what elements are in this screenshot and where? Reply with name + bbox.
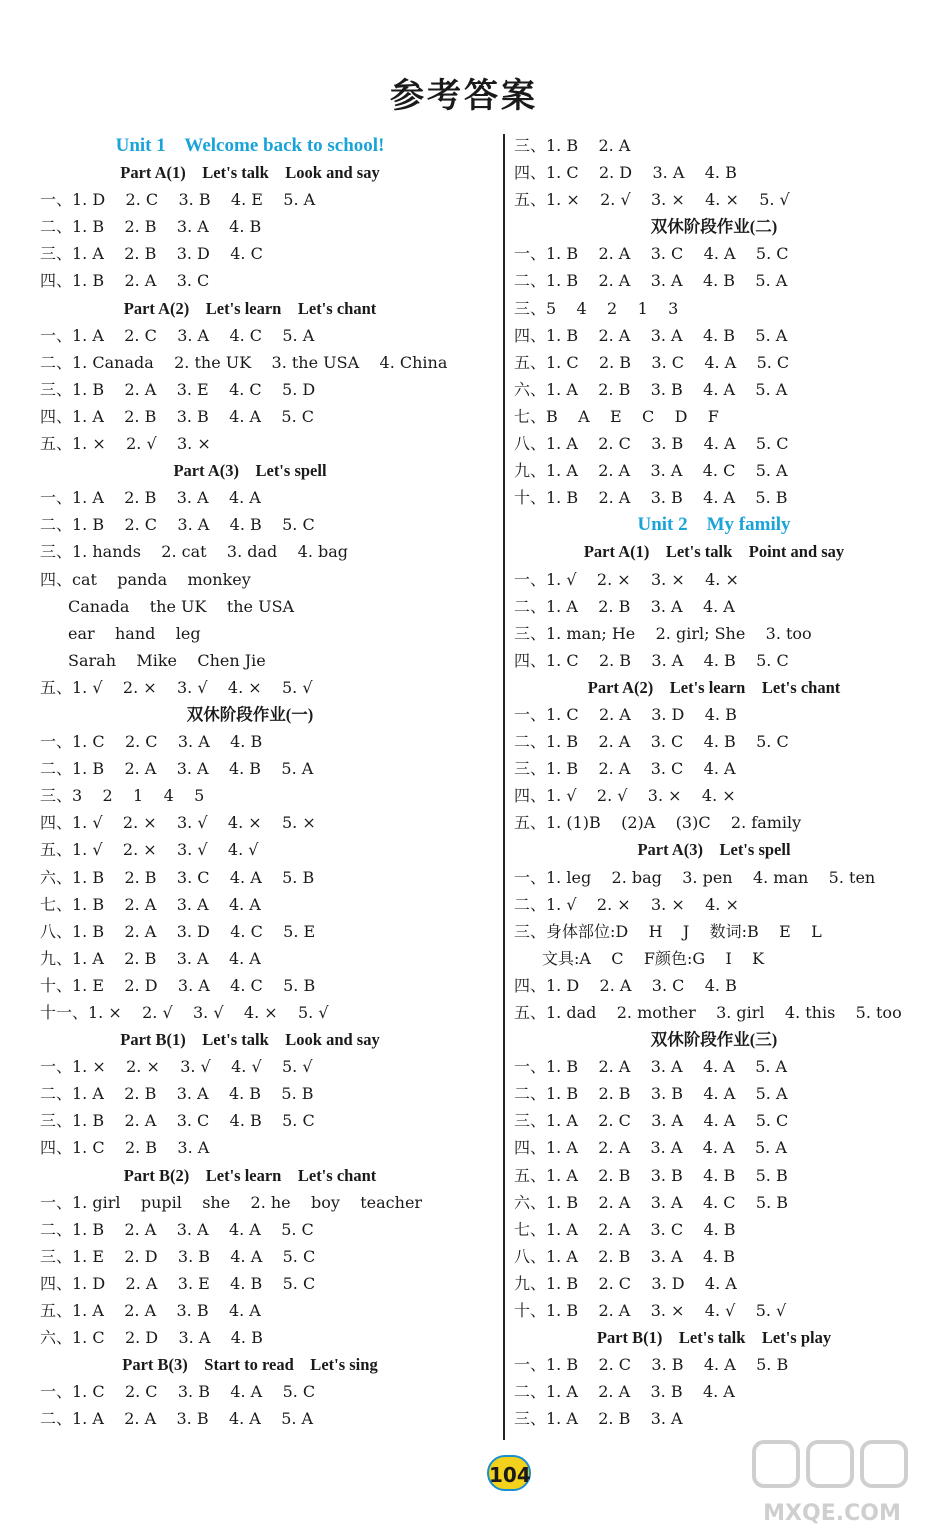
answer-line: 五、1. × 2. √ 3. × <box>40 434 211 454</box>
answer-line: 四、1. A 2. B 3. B 4. A 5. C <box>40 406 315 426</box>
answer-line: 三、3 2 1 4 5 <box>40 786 205 806</box>
answer-line: 二、1. B 2. A 3. C 4. B 5. C <box>514 732 789 752</box>
answer-line: 四、1. √ 2. × 3. √ 4. × 5. × <box>40 813 316 833</box>
answer-line: 一、1. × 2. × 3. √ 4. √ 5. √ <box>40 1057 313 1077</box>
answer-line: 二、1. A 2. B 3. A 4. B 5. B <box>40 1084 314 1104</box>
answer-line: Sarah Mike Chen Jie <box>68 650 266 670</box>
answer-line: 七、B A E C D F <box>514 406 719 426</box>
answer-line: 三、1. man; He 2. girl; She 3. too <box>514 623 812 643</box>
section-heading: Part A(1) Let's talk Look and say <box>120 163 380 183</box>
answer-line: 二、1. B 2. A 3. A 4. B 5. A <box>40 759 314 779</box>
answer-line: 十、1. B 2. A 3. B 4. A 5. B <box>514 488 788 508</box>
answer-line: 十、1. E 2. D 3. A 4. C 5. B <box>40 975 316 995</box>
answer-line: 一、1. leg 2. bag 3. pen 4. man 5. ten <box>514 867 876 887</box>
answer-line: 一、1. B 2. A 3. C 4. A 5. C <box>514 244 789 264</box>
answer-line: 二、1. B 2. A 3. A 4. B 5. A <box>514 271 788 291</box>
answer-line: 一、1. A 2. C 3. A 4. C 5. A <box>40 325 315 345</box>
answer-line: 三、1. E 2. D 3. B 4. A 5. C <box>40 1246 316 1266</box>
answer-line: 四、1. C 2. B 3. A 4. B 5. C <box>514 650 789 670</box>
answer-line: 六、1. C 2. D 3. A 4. B <box>40 1328 263 1348</box>
answer-line: 五、1. A 2. A 3. B 4. A <box>40 1301 261 1321</box>
answer-line: 四、cat panda monkey <box>40 569 251 589</box>
column-divider <box>503 134 505 1440</box>
answer-line: 五、1. C 2. B 3. C 4. A 5. C <box>514 352 790 372</box>
answer-line: 二、1. √ 2. × 3. × 4. × <box>514 894 739 914</box>
unit-heading: Unit 1 Welcome back to school! <box>115 135 385 156</box>
answer-line: 三、1. B 2. A 3. C 4. A <box>514 759 736 779</box>
answer-line: 二、1. A 2. A 3. B 4. A 5. A <box>40 1409 314 1429</box>
section-heading: 双休阶段作业(一) <box>186 704 314 724</box>
answer-line: 三、1. A 2. C 3. A 4. A 5. C <box>514 1111 789 1131</box>
answer-line: 三、1. B 2. A <box>514 136 631 155</box>
answer-line: 八、1. A 2. B 3. A 4. B <box>514 1246 736 1266</box>
answer-line: 八、1. B 2. A 3. D 4. C 5. E <box>40 921 316 941</box>
section-heading: Part B(3) Start to read Let's sing <box>122 1355 378 1375</box>
answer-line: 二、1. B 2. B 3. A 4. B <box>40 217 262 237</box>
answer-line: 五、1. (1)B (2)A (3)C 2. family <box>514 813 802 833</box>
answer-line: 七、1. B 2. A 3. A 4. A <box>40 894 261 914</box>
answer-line: 一、1. B 2. C 3. B 4. A 5. B <box>514 1355 789 1375</box>
answer-line: 十一、1. × 2. √ 3. √ 4. × 5. √ <box>40 1003 329 1022</box>
answer-line: 四、1. C 2. D 3. A 4. B <box>514 163 737 183</box>
answer-line: 二、1. A 2. A 3. B 4. A <box>514 1382 735 1402</box>
answer-line: 一、1. √ 2. × 3. × 4. × <box>514 569 739 589</box>
section-heading: Part B(2) Let's learn Let's chant <box>123 1165 377 1185</box>
section-heading: Part A(3) Let's spell <box>173 461 327 481</box>
watermark-logo <box>748 1436 916 1532</box>
answer-line: 四、1. B 2. A 3. C <box>40 271 210 291</box>
answer-line: 六、1. B 2. A 3. A 4. C 5. B <box>514 1192 789 1212</box>
answer-line: 五、1. √ 2. × 3. √ 4. √ <box>40 840 259 860</box>
answer-line: 九、1. B 2. C 3. D 4. A <box>514 1273 737 1293</box>
answer-line: 三、1. hands 2. cat 3. dad 4. bag <box>40 542 349 562</box>
answer-line: 五、1. A 2. B 3. B 4. B 5. B <box>514 1165 788 1185</box>
page-title: 参考答案 <box>390 76 538 116</box>
answer-line: 四、1. C 2. B 3. A <box>40 1138 210 1158</box>
answer-line: Canada the UK the USA <box>68 596 295 616</box>
answer-line: 一、1. A 2. B 3. A 4. A <box>40 488 261 508</box>
answer-line: 五、1. × 2. √ 3. × 4. × 5. √ <box>514 190 790 210</box>
section-heading: 双休阶段作业(三) <box>650 1030 778 1050</box>
answer-line: 九、1. A 2. B 3. A 4. A <box>40 948 261 968</box>
right-column <box>514 132 914 1433</box>
answer-line: 五、1. dad 2. mother 3. girl 4. this 5. too <box>514 1003 902 1022</box>
unit-heading: Unit 2 My family <box>637 514 791 536</box>
section-heading: Part B(1) Let's talk Let's play <box>596 1328 832 1348</box>
section-heading: Part A(3) Let's spell <box>637 840 791 860</box>
answer-line: 四、1. A 2. A 3. A 4. A 5. A <box>514 1138 787 1158</box>
answer-line: 三、1. B 2. A 3. C 4. B 5. C <box>40 1111 315 1131</box>
svg-text:MXQE.COM: MXQE.COM <box>763 1501 901 1526</box>
section-heading: Part A(1) Let's talk Point and say <box>583 542 845 562</box>
answer-line: 三、1. A 2. B 3. D 4. C <box>40 244 263 264</box>
answer-line: 三、5 4 2 1 3 <box>514 298 679 318</box>
section-heading: Part A(2) Let's learn Let's chant <box>587 677 841 697</box>
answer-line: 一、1. D 2. C 3. B 4. E 5. A <box>40 190 316 210</box>
answer-line: 三、身体部位:D H J 数词:B E L <box>514 921 822 941</box>
answer-line: 一、1. B 2. A 3. A 4. A 5. A <box>514 1057 788 1077</box>
answer-line: 四、1. D 2. A 3. C 4. B <box>514 975 737 995</box>
answer-line: 二、1. B 2. C 3. A 4. B 5. C <box>40 515 315 535</box>
section-heading: 双休阶段作业(二) <box>650 217 778 237</box>
answer-line: 六、1. B 2. B 3. C 4. A 5. B <box>40 867 315 887</box>
page-number: 104 <box>487 1455 531 1491</box>
answer-line: 二、1. Canada 2. the UK 3. the USA 4. China <box>40 352 448 372</box>
answer-line: ear hand leg <box>68 623 201 643</box>
answer-line: 一、1. C 2. A 3. D 4. B <box>514 704 737 724</box>
answer-line: 一、1. C 2. C 3. A 4. B <box>40 732 263 752</box>
answer-line: 五、1. √ 2. × 3. √ 4. × 5. √ <box>40 677 313 697</box>
left-column <box>40 132 460 1433</box>
answer-line: 七、1. A 2. A 3. C 4. B <box>514 1219 736 1239</box>
answer-line: 文具:A C F颜色:G I K <box>542 948 765 968</box>
answer-line: 二、1. A 2. B 3. A 4. A <box>514 596 735 616</box>
answer-line: 十、1. B 2. A 3. × 4. √ 5. √ <box>514 1301 787 1321</box>
answer-line: 一、1. C 2. C 3. B 4. A 5. C <box>40 1382 316 1402</box>
section-heading: Part A(2) Let's learn Let's chant <box>123 298 377 318</box>
answer-line: 四、1. √ 2. √ 3. × 4. × <box>514 786 736 806</box>
answer-line: 四、1. D 2. A 3. E 4. B 5. C <box>40 1273 316 1293</box>
answer-line: 六、1. A 2. B 3. B 4. A 5. A <box>514 379 788 399</box>
answer-line: 二、1. B 2. A 3. A 4. A 5. C <box>40 1219 314 1239</box>
answer-line: 三、1. A 2. B 3. A <box>514 1409 683 1429</box>
answer-line: 九、1. A 2. A 3. A 4. C 5. A <box>514 461 788 481</box>
answer-line: 八、1. A 2. C 3. B 4. A 5. C <box>514 434 789 454</box>
answer-line: 三、1. B 2. A 3. E 4. C 5. D <box>40 379 316 399</box>
answer-line: 一、1. girl pupil she 2. he boy teacher <box>40 1192 423 1212</box>
answer-line: 二、1. B 2. B 3. B 4. A 5. A <box>514 1084 788 1104</box>
answer-line: 四、1. B 2. A 3. A 4. B 5. A <box>514 325 788 345</box>
section-heading: Part B(1) Let's talk Look and say <box>120 1030 380 1050</box>
